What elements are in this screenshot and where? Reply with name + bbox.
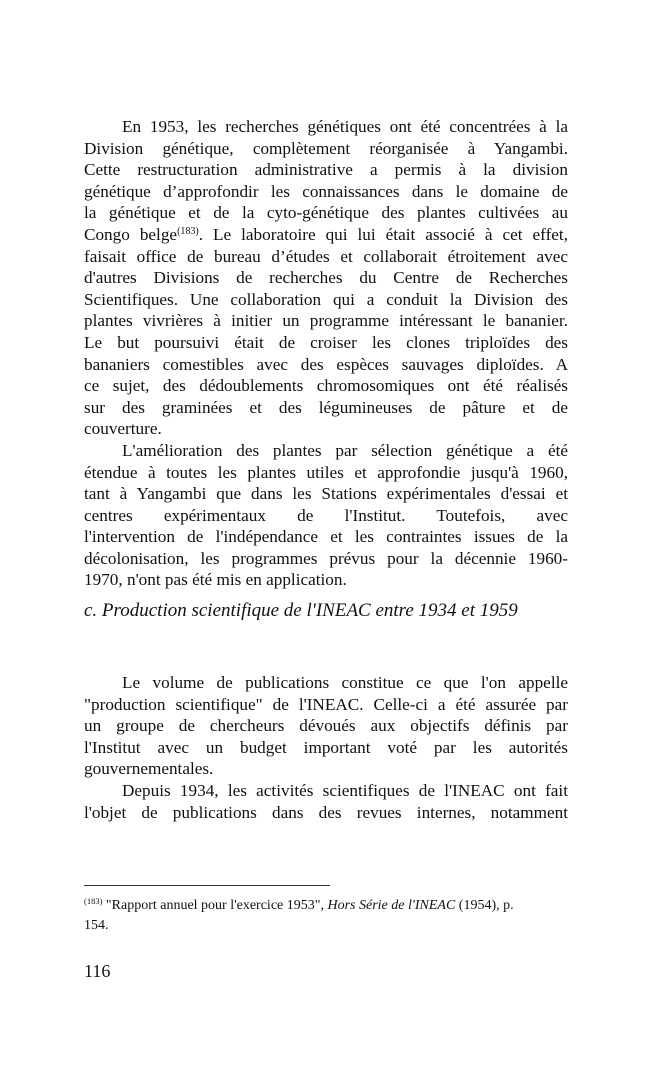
text-line: Le but poursuivi était de croiser les clones triploïdes des <box>84 332 568 352</box>
text-line: "production scientifique" de l'INEAC. Celle-ci a été assurée par <box>84 694 568 714</box>
text-line: bananiers comestibles avec des espèces sauvages diploïdes. A <box>84 354 568 374</box>
text-line: sur des graminées et des légumineuses de pâture et de <box>84 397 568 417</box>
text-line: la génétique et de la cyto-génétique des plantes cultivées au <box>84 203 568 223</box>
text-line: Le volume de publications constitue ce que l'on appelle <box>122 673 568 692</box>
text-line: gouvernementales. <box>84 759 214 779</box>
section-heading: c. Production scientifique de l'INEAC entre 1934 et 1959 <box>84 600 518 621</box>
footnote-divider <box>84 885 330 886</box>
footnote-line <box>84 896 568 916</box>
text-line: 1970, n'ont pas été mis en application. <box>84 570 347 590</box>
text-line: En 1953, les recherches génétiques ont été concentrées à la <box>122 117 568 136</box>
text-line: couverture. <box>84 419 162 439</box>
text-line: l'objet de publications dans des revues internes, notamment <box>84 802 568 822</box>
text-line: un groupe de chercheurs dévoués aux objectifs définis par <box>84 716 568 736</box>
footnote-text: (1954), p. <box>455 898 514 913</box>
text-fragment: . Le laboratoire qui lui était associé à cet effet, <box>198 224 568 244</box>
page-number: 116 <box>84 961 111 981</box>
body-text-top <box>84 116 568 591</box>
text-line: Cette restructuration administrative a permis à la division <box>84 160 568 180</box>
text-line: d'autres Divisions de recherches du Centre de Recherches <box>84 268 568 288</box>
text-line: l'intervention de l'indépendance et les contraintes issues de la <box>84 527 568 547</box>
text-line: tant à Yangambi que dans les Stations expérimentales d'essai et <box>84 484 568 504</box>
text-line: Depuis 1934, les activités scientifiques de l'INEAC ont fait <box>122 780 568 800</box>
text-line: L'amélioration des plantes par sélection génétique a été <box>122 440 568 460</box>
text-line: étendue à toutes les plantes utiles et approfondie jusqu'à 1960, <box>84 462 568 482</box>
text-line: Scientifiques. Une collaboration qui a conduit la Division des <box>84 289 568 309</box>
body-text-bottom <box>84 672 568 823</box>
text-line <box>84 224 568 246</box>
text-line: Division génétique, complètement réorganisée à Yangambi. <box>84 138 568 158</box>
text-line: ce sujet, des dédoublements chromosomiques ont été réalisés <box>84 376 568 396</box>
text-line: génétique d’approfondir les connaissances dans le domaine de <box>84 181 568 201</box>
footnote-reference[interactable]: (183) <box>177 225 199 237</box>
text-line: centres expérimentaux de l'Institut. Toutefois, avec <box>84 505 568 525</box>
footnote <box>84 896 568 936</box>
footnote-line: 154. <box>84 918 109 933</box>
text-line: décolonisation, les programmes prévus pour la décennie 1960- <box>84 548 568 568</box>
text-fragment: Congo belge <box>84 224 178 244</box>
text-line: l'Institut avec un budget important voté par les autorités <box>84 737 568 757</box>
footnote-title: Hors Série de l'INEAC <box>327 898 456 913</box>
text-line: faisait office de bureau d’études et collaborait étroitement avec <box>84 246 568 266</box>
footnote-text: "Rapport annuel pour l'exercice 1953", <box>102 898 328 913</box>
text-line: plantes vivrières à initier un programme intéressant le bananier. <box>84 311 568 331</box>
footnote-number: (183) <box>84 896 103 906</box>
